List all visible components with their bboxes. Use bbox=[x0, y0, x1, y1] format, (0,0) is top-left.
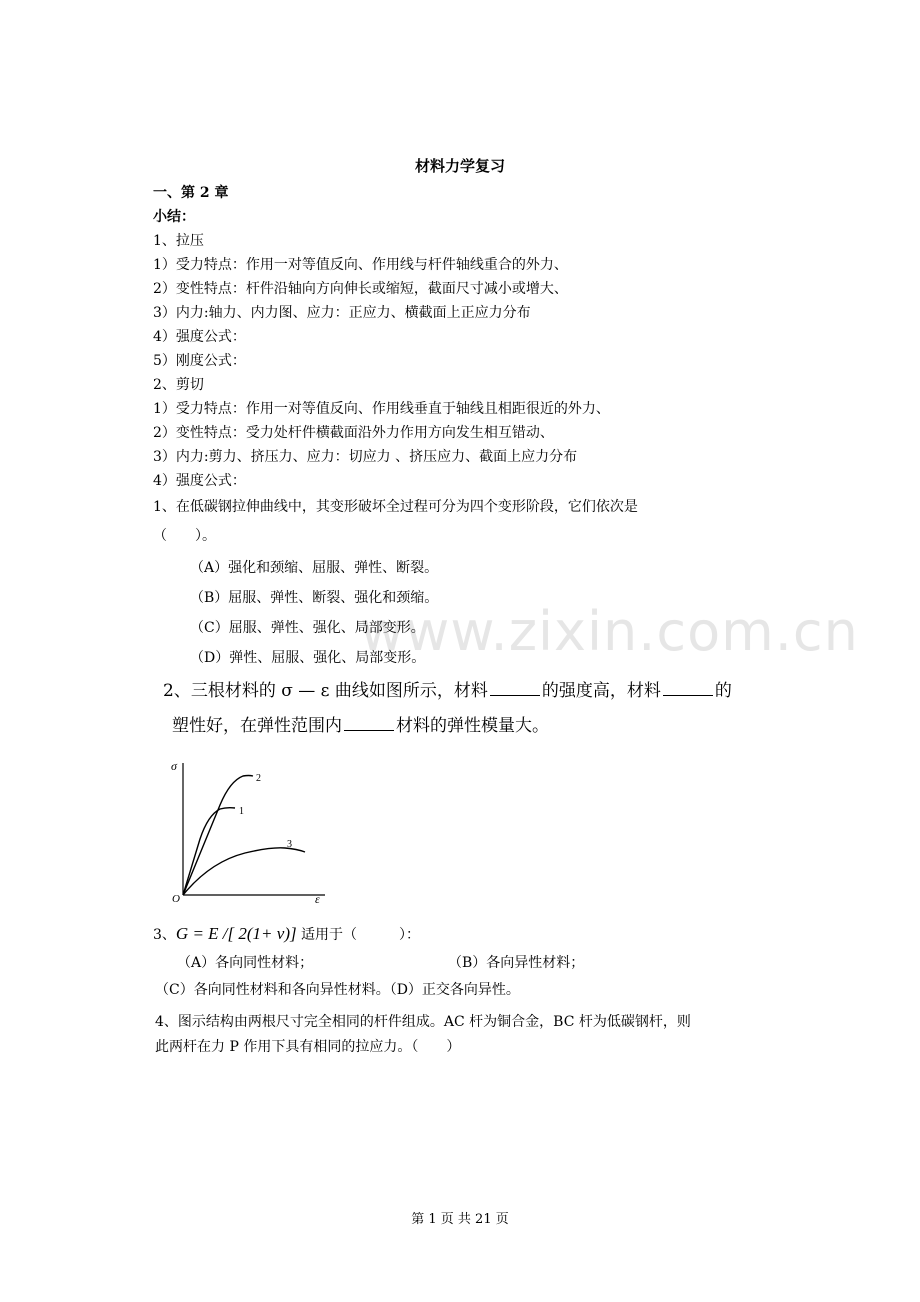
answer-blank bbox=[490, 681, 540, 696]
question-2-text: 塑性好，在弹性范围内 bbox=[172, 716, 342, 736]
shear-item: 3）内力:剪力、挤压力、应力：切应力 、挤压应力、截面上应力分布 bbox=[153, 449, 578, 465]
curve-2 bbox=[183, 776, 253, 896]
answer-blank bbox=[344, 716, 394, 731]
x-axis-label: ε bbox=[315, 892, 320, 906]
question-2-line-2 bbox=[172, 716, 549, 736]
question-3-text: 适用于（ ）： bbox=[296, 927, 421, 943]
shear-modulus-formula: G = E /[ 2(1+ ν)] bbox=[175, 924, 297, 943]
question-1-option-a: （A）强化和颈缩、屈服、弹性、断裂。 bbox=[190, 560, 439, 576]
summary-label: 小结： bbox=[153, 209, 195, 225]
question-1-answer-paren: （ ）。 bbox=[153, 528, 216, 544]
answer-blank bbox=[663, 681, 713, 696]
watermark: www.zixin.com.cn bbox=[360, 600, 859, 663]
page-footer: 第 1 页 共 21 页 bbox=[411, 1212, 509, 1227]
curve-label-1: 1 bbox=[239, 806, 244, 817]
shear-item: 4）强度公式： bbox=[153, 473, 246, 489]
question-3-option-a: （A）各向同性材料； bbox=[177, 955, 314, 971]
tension-item: 5）刚度公式： bbox=[153, 353, 246, 369]
curve-1 bbox=[183, 808, 235, 895]
question-2-text: 的强度高，材料 bbox=[541, 681, 661, 701]
curve-label-2: 2 bbox=[256, 773, 261, 784]
origin-label: O bbox=[172, 893, 180, 905]
question-2-text: 2、三根材料的 σ — ε 曲线如图所示，材料 bbox=[163, 681, 488, 701]
tension-heading: 1、拉压 bbox=[153, 233, 204, 249]
tension-item: 3）内力:轴力、内力图、应力：正应力、横截面上正应力分布 bbox=[153, 305, 531, 321]
question-4-line-2: 此两杆在力 P 作用下具有相同的拉应力。（ ） bbox=[155, 1039, 461, 1055]
page-title: 材料力学复习 bbox=[414, 157, 505, 175]
question-2-text: 的 bbox=[714, 681, 732, 701]
question-2-line-1 bbox=[163, 681, 732, 701]
question-3-option-b: （B）各向异性材料； bbox=[448, 955, 585, 971]
tension-item: 2）变性特点：杆件沿轴向方向伸长或缩短，截面尺寸减小或增大、 bbox=[153, 281, 568, 297]
question-3-number: 3、 bbox=[153, 927, 176, 943]
tension-item: 4）强度公式： bbox=[153, 329, 246, 345]
question-3-line bbox=[153, 924, 420, 945]
question-1-option-c: （C）屈服、弹性、强化、局部变形。 bbox=[190, 620, 425, 636]
shear-item: 2）变性特点：受力处杆件横截面沿外力作用方向发生相互错动、 bbox=[153, 425, 554, 441]
section-heading: 一、第 2 章 bbox=[153, 185, 229, 201]
question-1-option-b: （B）屈服、弹性、断裂、强化和颈缩。 bbox=[190, 590, 439, 606]
question-4-line-1: 4、图示结构由两根尺寸完全相同的杆件组成。AC 杆为铜合金，BC 杆为低碳钢杆，则 bbox=[155, 1014, 691, 1030]
shear-item: 1）受力特点：作用一对等值反向、作用线垂直于轴线且相距很近的外力、 bbox=[153, 401, 610, 417]
question-2-text: 材料的弹性模量大。 bbox=[396, 716, 549, 736]
tension-item: 1）受力特点：作用一对等值反向、作用线与杆件轴线重合的外力、 bbox=[153, 257, 568, 273]
y-axis-label: σ bbox=[171, 759, 177, 773]
question-1-option-d: （D）弹性、屈服、强化、局部变形。 bbox=[190, 650, 426, 666]
curve-3 bbox=[183, 848, 305, 895]
shear-heading: 2、剪切 bbox=[153, 377, 204, 393]
question-3-option-cd: （C）各向同性材料和各向异性材料。（D）正交各向异性。 bbox=[155, 982, 520, 998]
question-1-text: 1、在低碳钢拉伸曲线中，其变形破坏全过程可分为四个变形阶段，它们依次是 bbox=[153, 499, 638, 515]
curve-label-3: 3 bbox=[287, 839, 292, 850]
stress-strain-figure bbox=[165, 757, 365, 907]
